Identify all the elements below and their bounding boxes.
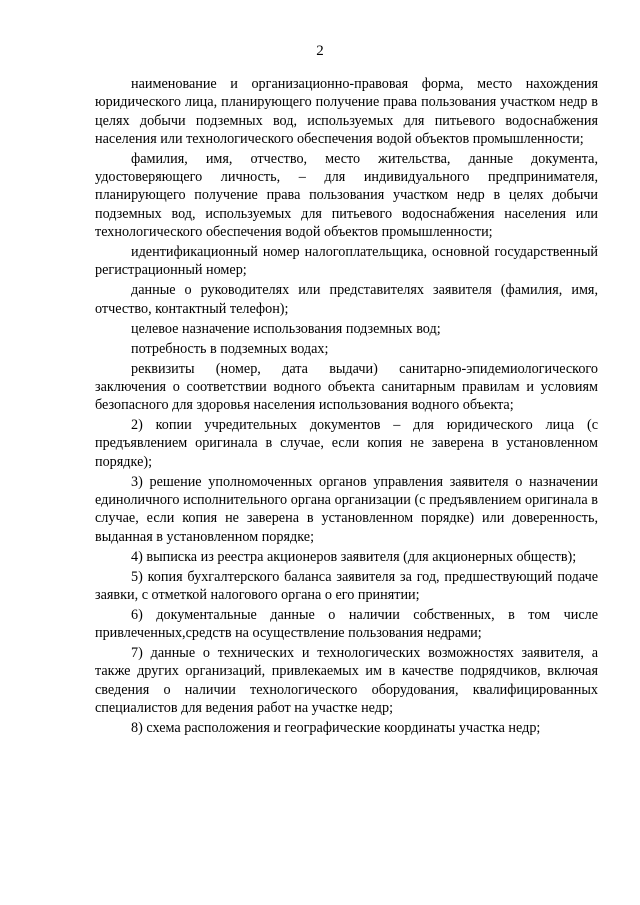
paragraph-entrepreneur-details: фамилия, имя, отчество, место жительства, данные документа, удостоверяющего личность, – для индивидуального предпринимателя, планирующего получение права пользования участком недр в целях добычи подземных вод, используемых для питьевого водоснабжения населения или технологического обеспечения водой объектов промышленности; bbox=[95, 150, 598, 241]
paragraph-item-5-balance-sheet: 5) копия бухгалтерского баланса заявителя за год, предшествующий подаче заявки, с отметкой налогового органа о его принятии; bbox=[95, 568, 598, 603]
paragraph-item-4-shareholder-register: 4) выписка из реестра акционеров заявителя (для акционерных обществ); bbox=[131, 548, 577, 565]
paragraph-item-2-founding-documents: 2) копии учредительных документов – для юридического лица (с предъявлением оригинала в случае, если копия не заверена в установленном порядке); bbox=[95, 417, 598, 470]
paragraph-water-demand: потребность в подземных водах; bbox=[131, 340, 329, 357]
document-body bbox=[95, 75, 598, 739]
paragraph-sanitary-conclusion: реквизиты (номер, дата выдачи) санитарно-эпидемиологического заключения о соответствии водного объекта санитарным правилам и условиям безопасного для здоровья населения использования водного объекта; bbox=[95, 360, 598, 414]
page-number: 2 bbox=[316, 43, 324, 59]
paragraph-item-8-site-coordinates: 8) схема расположения и географические координаты участка недр; bbox=[131, 720, 541, 737]
paragraph-item-7-technical-capabilities: 7) данные о технических и технологических возможностях заявителя, а также других организаций, привлекаемых им в качестве подрядчиков, включая сведения о наличии технологического оборудования, квалифицированных специалистов для ведения работ на участке недр; bbox=[95, 645, 598, 717]
paragraph-taxpayer-number: идентификационный номер налогоплательщика, основной государственный регистрационный номер; bbox=[95, 244, 598, 279]
paragraph-item-3-management-decision: 3) решение уполномоченных органов управления заявителя о назначении единоличного исполнительного органа организации (с предъявлением оригинала в случае, если копия не заверена в установленном порядке) или доверенность, выданная в установленном порядке; bbox=[95, 473, 598, 545]
paragraph-legal-entity-name: наименование и организационно-правовая форма, место нахождения юридического лица, планирующего получение права пользования участком недр в целях добычи подземных вод, используемых для питьевого водоснабжения населения или технологического обеспечения водой объектов промышленности; bbox=[95, 76, 598, 147]
paragraph-water-purpose: целевое назначение использования подземных вод; bbox=[131, 320, 441, 337]
paragraph-representatives: данные о руководителях или представителях заявителя (фамилия, имя, отчество, контактный телефон); bbox=[95, 282, 598, 317]
paragraph-item-6-own-funds: 6) документальные данные о наличии собственных, в том числе привлеченных,средств на осуществление пользования недрами; bbox=[95, 606, 598, 642]
